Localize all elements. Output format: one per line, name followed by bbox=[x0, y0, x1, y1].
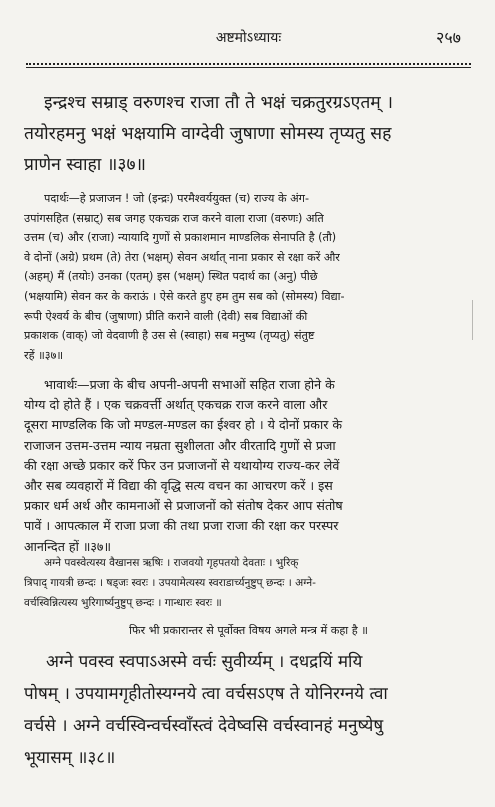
text-line: आनन्दित हों ॥३७॥ bbox=[24, 538, 112, 554]
text-line: भावार्थः—प्रजा के बीच अपनी-अपनी सभाओं सहित राजा होने के bbox=[44, 377, 335, 392]
mantra-line: वर्चसे । अग्ने वर्चस्विन्वर्चस्वाँस्त्वं देवेष्वसि वर्चस्वानहं मनुष्येषु bbox=[24, 716, 384, 736]
mantra-line: पोषम् । उपयामगृहीतोस्यग्नये त्वा वर्चसऽएष ते योनिरग्नये त्वा bbox=[24, 684, 388, 704]
header-rule bbox=[26, 63, 471, 65]
text-line: (अहम्) मैं (तयोः) उनका (एतम्) इस (भक्षम्) स्थित पदार्थ का (अनु) पीछे bbox=[24, 270, 318, 284]
text-line: दूसरा माण्डलिक कि जो मण्डल-मण्डल का ईश्वर हो । ये दोनों प्रकार के bbox=[24, 417, 343, 433]
mantra-line: भूयासम् ॥३८॥ bbox=[24, 748, 116, 768]
transition-line: फिर भी प्रकारान्तर से पूर्वोक्त विषय अगले मन्त्र में कहा है ॥ bbox=[129, 624, 368, 637]
rishi-devata-note bbox=[24, 554, 473, 613]
page-header bbox=[26, 28, 471, 50]
text-line: पावें । आपत्काल में राजा प्रजा की तथा प्रजा राजा की रक्षा कर परस्पर bbox=[24, 518, 339, 534]
text-line: उपांगसहित (सम्राट्) सब जगह एकचक्र राज करने वाला राजा (वरुणः) अति bbox=[24, 211, 324, 225]
mantra-line: इन्द्रश्च सम्राड् वरुणश्च राजा तौ ते भक्षं चक्रतुरग्रऽएतम् । bbox=[44, 93, 393, 113]
chapter-title: अष्टमोऽध्यायः bbox=[215, 30, 282, 46]
text-line: रहें ॥३७॥ bbox=[24, 348, 64, 362]
mantra-38 bbox=[24, 646, 473, 774]
text-line: राजाजन उत्तम-उत्तम न्याय नम्रता सुशीलता और वीरतादि गुणों से प्रजा bbox=[24, 437, 336, 453]
text-line: प्रकार धर्म अर्थ और कामनाओं से प्रजाजनों को संतोष देकर आप संतोष bbox=[24, 498, 343, 514]
mantra-line: प्राणेन स्वाहा ॥३७॥ bbox=[24, 155, 147, 175]
text-line: अग्ने पवस्वेत्यस्य वैखानस ऋषिः । राजवयो गृहपतयो देवताः । भुरिक् bbox=[44, 557, 299, 569]
mantra-line: तयोरहमनु भक्षं भक्षयामि वाग्देवी जुषाणा सोमस्य तृप्यतु सह bbox=[24, 124, 392, 144]
text-line: वे दोनों (अग्रे) प्रथम (ते) तेरा (भक्षम्) सेवन अर्थात् नाना प्रकार से रक्षा करें और bbox=[24, 250, 340, 264]
text-line: (भक्षयामि) सेवन कर के कराऊं । ऐसे करते हुए हम तुम सब को (सोमस्य) विद्या- bbox=[24, 289, 345, 303]
text-line: प्रकाशक (वाक्) जो वेदवाणी है उस से (स्वाहा) सब मनुष्य (तृप्यतु) संतुष्ट bbox=[24, 329, 315, 343]
text-line: और सब व्यवहारों में विद्या की वृद्धि सत्य वचन का आचरण करें । इस bbox=[24, 478, 333, 494]
text-line: की रक्षा अच्छे प्रकार करें फिर उन प्रजाजनों से यथायोग्य राज्य-कर लेवें bbox=[24, 457, 340, 473]
bhavartha-paragraph bbox=[24, 375, 473, 557]
text-line: उत्तम (च) और (राजा) न्यायादि गुणों से प्रकाशमान माण्डलिक सेनापति है (तौ) bbox=[24, 231, 337, 245]
text-line: योग्य दो होते हैं । एक चक्रवर्त्ती अर्थात् एकचक्र राज करने वाला और bbox=[24, 397, 328, 413]
mantra-37 bbox=[24, 88, 473, 181]
padartha-paragraph bbox=[24, 189, 473, 365]
text-line: त्रिपाद् गायत्री छन्दः । षड्जः स्वरः । उपयामेत्यस्य स्वराडार्च्यनुष्टुप् छन्दः । अग्ने- bbox=[24, 576, 316, 589]
text-line: पदार्थः—हे प्रजाजन ! जो (इन्द्रः) परमैश्वर्ययुक्त (च) राज्य के अंग- bbox=[44, 192, 309, 205]
text-line: वर्चस्विन्नित्यस्य भुरिगार्ष्यनुष्टुप् छन्दः । गान्धारः स्वरः ॥ bbox=[24, 596, 222, 609]
mantra-line: अग्ने पवस्व स्वपाऽअस्मे वर्चः सुवीर्य्यम् । दधद्रयिं मयि bbox=[46, 652, 363, 672]
page-crease bbox=[472, 300, 473, 340]
page-number: २५७ bbox=[436, 28, 461, 47]
text-line: रूपी ऐश्वर्य के बीच (जुषाणा) प्रीति कराने वाली (देवी) सब विद्याओं की bbox=[24, 309, 308, 323]
